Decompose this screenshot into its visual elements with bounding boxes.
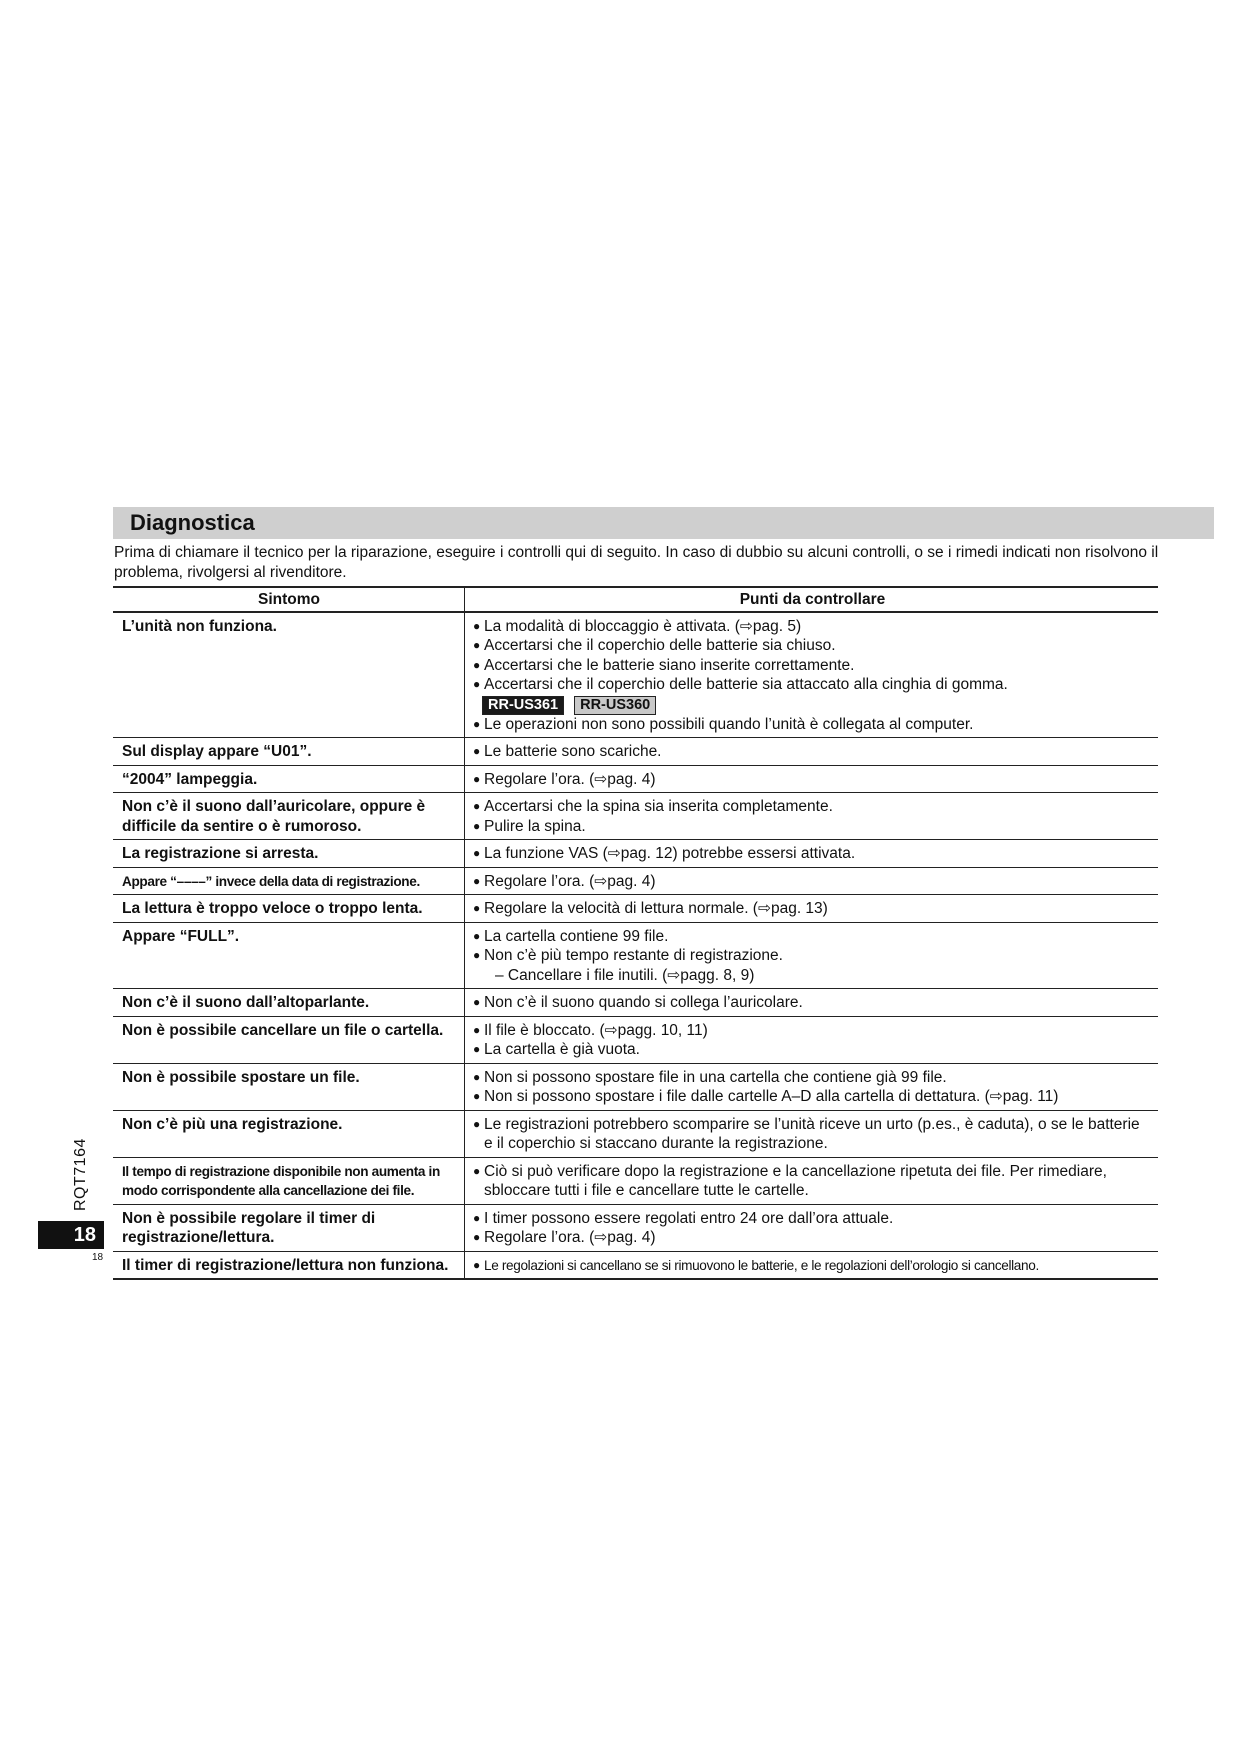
check-item: ● Non c’è più tempo restante di registrazione. (473, 947, 783, 964)
model-badges (482, 696, 1152, 715)
check-item: ● Accertarsi che il coperchio delle batterie sia chiuso. (473, 637, 836, 654)
checks-cell (465, 1252, 1158, 1279)
checks-cell (465, 923, 1158, 989)
symptom-cell: “2004” lampeggia. (113, 766, 465, 793)
bullet-icon: ● (473, 901, 481, 915)
checks-cell (465, 868, 1158, 895)
bullet-icon: ● (473, 995, 481, 1009)
bullet-icon: ● (473, 1163, 481, 1178)
table-row (113, 1016, 1158, 1063)
checks-cell (465, 1158, 1158, 1204)
check-item: ● La cartella è già vuota. (473, 1041, 640, 1058)
table-row (113, 867, 1158, 895)
table-row (113, 1157, 1158, 1204)
checks-cell (465, 738, 1158, 765)
table-row (113, 922, 1158, 989)
checks-cell (465, 1111, 1158, 1157)
bullet-icon: ● (473, 1230, 481, 1244)
check-item: ● Non si possono spostare i file dalle cartelle A–D alla cartella di dettatura. (⇨pag. 11) (473, 1088, 1059, 1105)
table-row (113, 765, 1158, 793)
check-item: ● Le regolazioni si cancellano se si rimuovono le batterie, e le regolazioni dell’orologio si cancellano. (473, 1256, 1152, 1276)
check-item: ● Pulire la spina. (473, 817, 586, 835)
check-item: ● La modalità di bloccaggio è attivata. (⇨pag. 5) (473, 617, 802, 635)
symptom-cell: Non c’è il suono dall’altoparlante. (113, 989, 465, 1016)
table-row (113, 1204, 1158, 1251)
symptom-cell: La registrazione si arresta. (113, 840, 465, 867)
bullet-icon: ● (473, 1069, 481, 1084)
checks-cell (465, 1205, 1158, 1251)
check-item: ● Non si possono spostare file in una cartella che contiene già 99 file. (473, 1068, 947, 1086)
symptom-cell: Non è possibile spostare un file. (113, 1064, 465, 1110)
bullet-icon: ● (473, 744, 481, 758)
bullet-icon: ● (473, 1210, 481, 1225)
header-symptom: Sintomo (113, 588, 465, 611)
bullet-icon: ● (473, 818, 481, 833)
checks-cell (465, 989, 1158, 1016)
model-badge-us361: RR-US361 (482, 696, 564, 715)
bullet-icon: ● (473, 677, 481, 691)
bullet-icon: ● (473, 948, 481, 962)
header-checks: Punti da controllare (739, 591, 886, 608)
table-row (113, 737, 1158, 765)
table-row (113, 612, 1158, 738)
check-item: ● Accertarsi che le batterie siano inserite correttamente. (473, 656, 855, 674)
checks-cell (465, 895, 1158, 922)
check-item: ● Le registrazioni potrebbero scomparire se l’unità riceve un urto (p.es., è caduta), o se le batterie e il coperchio si staccano durante la registrazione. (473, 1115, 1140, 1152)
check-item: ● Accertarsi che la spina sia inserita completamente. (473, 798, 833, 815)
checks-cell (465, 840, 1158, 867)
symptom-cell: Il tempo di registrazione disponibile non aumenta in modo corrispondente alla cancellazione dei file. (113, 1158, 465, 1204)
symptom-cell: Appare “FULL”. (113, 923, 465, 989)
bullet-icon: ● (473, 799, 481, 813)
table-row (113, 792, 1158, 839)
symptom-cell: La lettura è troppo veloce o troppo lenta. (113, 895, 465, 922)
symptom-cell: Non è possibile regolare il timer di registrazione/lettura. (113, 1205, 465, 1251)
symptom-cell: Non è possibile cancellare un file o cartella. (113, 1017, 465, 1063)
symptom-cell: Il timer di registrazione/lettura non funziona. (113, 1252, 465, 1279)
bullet-icon: ● (473, 638, 481, 652)
bullet-icon: ● (473, 1042, 481, 1056)
check-item: ● Regolare la velocità di lettura normale. (⇨pag. 13) (473, 900, 828, 917)
table-row (113, 1063, 1158, 1110)
symptom-cell: Non c’è il suono dall’auricolare, oppure è difficile da sentire o è rumoroso. (113, 793, 465, 839)
table-row (113, 988, 1158, 1016)
check-subitem: – Cancellare i file inutili. (⇨pagg. 8, 9) (495, 966, 755, 984)
model-badge-us360: RR-US360 (574, 696, 656, 715)
symptom-cell: Sul display appare “U01”. (113, 738, 465, 765)
checks-cell (465, 766, 1158, 793)
check-item: ● Le batterie sono scariche. (473, 743, 662, 760)
bullet-icon: ● (473, 1257, 480, 1272)
bullet-icon: ● (473, 873, 481, 888)
bullet-icon: ● (473, 618, 481, 633)
page-number-small: 18 (92, 1252, 104, 1263)
check-item: ● I timer possono essere regolati entro 24 ore dall’ora attuale. (473, 1209, 894, 1227)
check-item: ● Non c’è il suono quando si collega l’auricolare. (473, 994, 803, 1011)
check-item: ● Regolare l’ora. (⇨pag. 4) (473, 1229, 656, 1246)
section-header-band (113, 507, 1214, 539)
document-code: RQT7164 (72, 1138, 89, 1211)
bullet-icon: ● (473, 716, 481, 731)
intro-paragraph: Prima di chiamare il tecnico per la riparazione, eseguire i controlli qui di seguito. In caso di dubbio su alcuni controlli, o se i rimedi indicati non risolvono il problema, rivolgersi al rivenditore. (114, 544, 1159, 581)
checks-cell (465, 613, 1158, 738)
bullet-icon: ● (473, 1116, 481, 1131)
check-item: ● La funzione VAS (⇨pag. 12) potrebbe essersi attivata. (473, 845, 856, 862)
page-number: 18 (38, 1221, 104, 1249)
checks-cell (465, 1017, 1158, 1063)
check-item: ● Regolare l’ora. (⇨pag. 4) (473, 872, 656, 890)
symptom-cell: Appare “––––” invece della data di registrazione. (113, 868, 465, 895)
troubleshooting-table (113, 586, 1158, 1280)
check-item: ● Le operazioni non sono possibili quando l’unità è collegata al computer. (473, 715, 974, 733)
table-row (113, 1251, 1158, 1279)
checks-cell (465, 793, 1158, 839)
bullet-icon: ● (473, 846, 481, 860)
bullet-icon: ● (473, 771, 481, 786)
bullet-icon: ● (473, 928, 481, 943)
symptom-cell: L’unità non funziona. (113, 613, 465, 738)
check-item: ● Il file è bloccato. (⇨pagg. 10, 11) (473, 1021, 708, 1039)
checks-cell (465, 1064, 1158, 1110)
symptom-cell: Non c’è più una registrazione. (113, 1111, 465, 1157)
table-row (113, 894, 1158, 922)
check-item: ● Accertarsi che il coperchio delle batterie sia attaccato alla cinghia di gomma. (473, 676, 1008, 693)
table-row (113, 1110, 1158, 1157)
bullet-icon: ● (473, 1089, 481, 1103)
table-row (113, 839, 1158, 867)
check-item: ● La cartella contiene 99 file. (473, 927, 669, 945)
page-title: Diagnostica (130, 510, 255, 535)
table-header (113, 588, 1158, 612)
check-item: ● Ciò si può verificare dopo la registrazione e la cancellazione ripetuta dei file. Per rimediare, sbloccare tutti i file e cancellare tutte le cartelle. (473, 1162, 1107, 1199)
check-item: ● Regolare l’ora. (⇨pag. 4) (473, 770, 656, 788)
bullet-icon: ● (473, 657, 481, 672)
bullet-icon: ● (473, 1022, 481, 1037)
